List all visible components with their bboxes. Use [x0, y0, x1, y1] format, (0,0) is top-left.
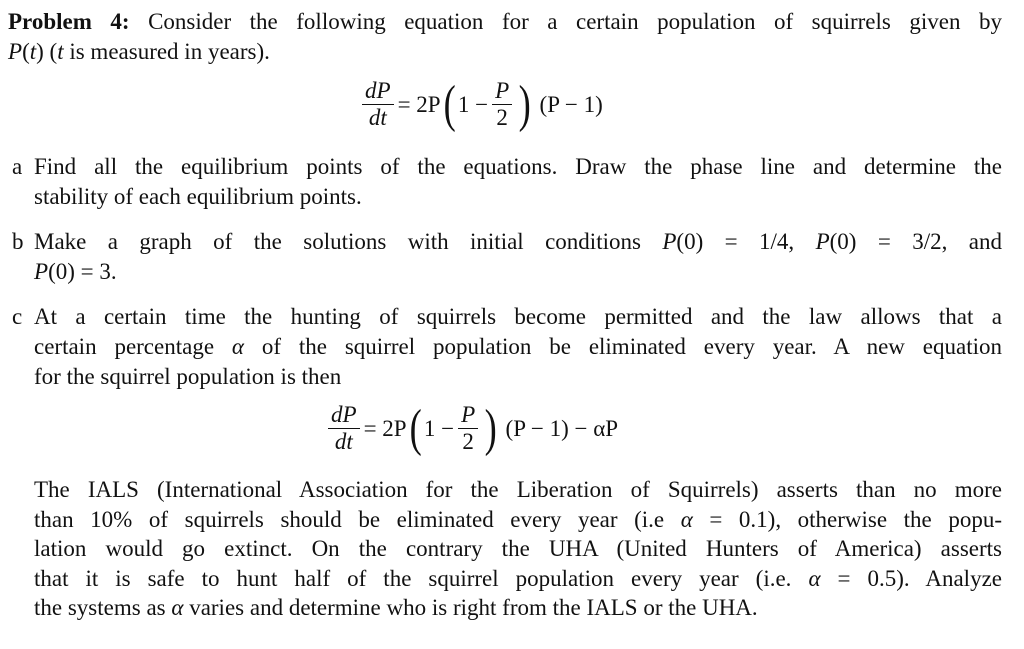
part-label: c [12, 304, 23, 329]
text-segment: for the squirrel population is then [34, 364, 342, 389]
math-symbol: α [171, 595, 184, 620]
numerator: dP [362, 78, 394, 105]
text-segment: varies and determine who is right from the IALS or the UHA. [183, 595, 758, 620]
text-segment: is measured in years). [63, 39, 270, 64]
math-symbol: t [29, 39, 37, 64]
part-line [34, 257, 117, 287]
problem-line [8, 7, 1002, 37]
derivative-fraction [362, 78, 394, 131]
one-minus: 1 − [457, 91, 489, 117]
equation-2 [324, 399, 619, 457]
denominator: 2 [462, 429, 474, 454]
math-symbol: α [808, 566, 821, 591]
para-line [34, 593, 758, 623]
text-segment: lation would go extinct. On the contrary the UHA (United Hunters of America) asserts [34, 536, 1002, 561]
text-segment: ) ( [36, 39, 58, 64]
para-line [34, 505, 1002, 535]
part-line [34, 182, 362, 212]
left-paren: ( [409, 399, 422, 457]
problem-line [8, 37, 270, 67]
numerator: P [492, 78, 512, 105]
equals-term: = 2P [397, 91, 441, 117]
text-segment: = 0.1), otherwise the popu- [692, 507, 1002, 532]
right-paren: ) [518, 75, 531, 133]
part-label: b [12, 229, 24, 254]
math-symbol: P [34, 259, 49, 284]
part-label: a [12, 154, 23, 179]
math-symbol: P [8, 39, 23, 64]
right-paren: ) [484, 399, 497, 457]
math-symbol: t [57, 39, 64, 64]
equals-term: = 2P [363, 415, 407, 441]
math-symbol: P [662, 229, 677, 254]
tail-term: (P − 1) − αP [505, 415, 619, 441]
text-segment: Find all the equilibrium points of the equations. Draw the phase line and determine the [34, 154, 1002, 179]
para-line [34, 475, 1002, 505]
part-line [34, 332, 1002, 362]
equation-1 [358, 75, 603, 133]
text-segment: (0) = 3/2, and [829, 229, 1003, 254]
text-segment: (0) = 1/4, [676, 229, 816, 254]
derivative-fraction [328, 402, 360, 455]
text-segment: of the squirrel population be eliminated every year. A new equation [243, 334, 1002, 359]
text-segment: the systems as [34, 595, 172, 620]
p-over-2 [492, 78, 512, 131]
numerator: P [458, 402, 478, 429]
text-segment: At a certain time the hunting of squirrels become permitted and the law allows that a [34, 304, 1002, 329]
text-segment: Make a graph of the solutions with initial conditions [34, 229, 663, 254]
denominator: dt [334, 429, 353, 454]
numerator: dP [328, 402, 360, 429]
text-segment: that it is safe to hunt half of the squirrel population every year (i.e. [34, 566, 809, 591]
text-segment: (0) = 3. [48, 259, 117, 284]
math-symbol: α [231, 334, 244, 359]
part-line [34, 302, 1002, 332]
denominator: dt [368, 105, 387, 130]
text-segment: The IALS (International Association for the Liberation of Squirrels) asserts than no more [34, 477, 1002, 502]
para-line [34, 564, 1002, 594]
part-line [34, 152, 1002, 182]
p-over-2 [458, 402, 478, 455]
tail-term: (P − 1) [539, 91, 603, 117]
text-segment: certain percentage [34, 334, 232, 359]
text-segment: stability of each equilibrium points. [34, 184, 362, 209]
one-minus: 1 − [423, 415, 455, 441]
text-segment: than 10% of squirrels should be eliminated every year (i.e [34, 507, 681, 532]
part-line [34, 227, 1002, 257]
para-line [34, 534, 1002, 564]
text-segment: = 0.5). Analyze [820, 566, 1002, 591]
text-segment: ( [22, 39, 30, 64]
math-symbol: α [680, 507, 693, 532]
bold-heading: Problem 4: [8, 9, 130, 34]
part-line [34, 362, 341, 392]
left-paren: ( [443, 75, 456, 133]
text-segment: Consider the following equation for a certain population of squirrels given by [129, 9, 1002, 34]
denominator: 2 [496, 105, 508, 130]
math-symbol: P [815, 229, 830, 254]
